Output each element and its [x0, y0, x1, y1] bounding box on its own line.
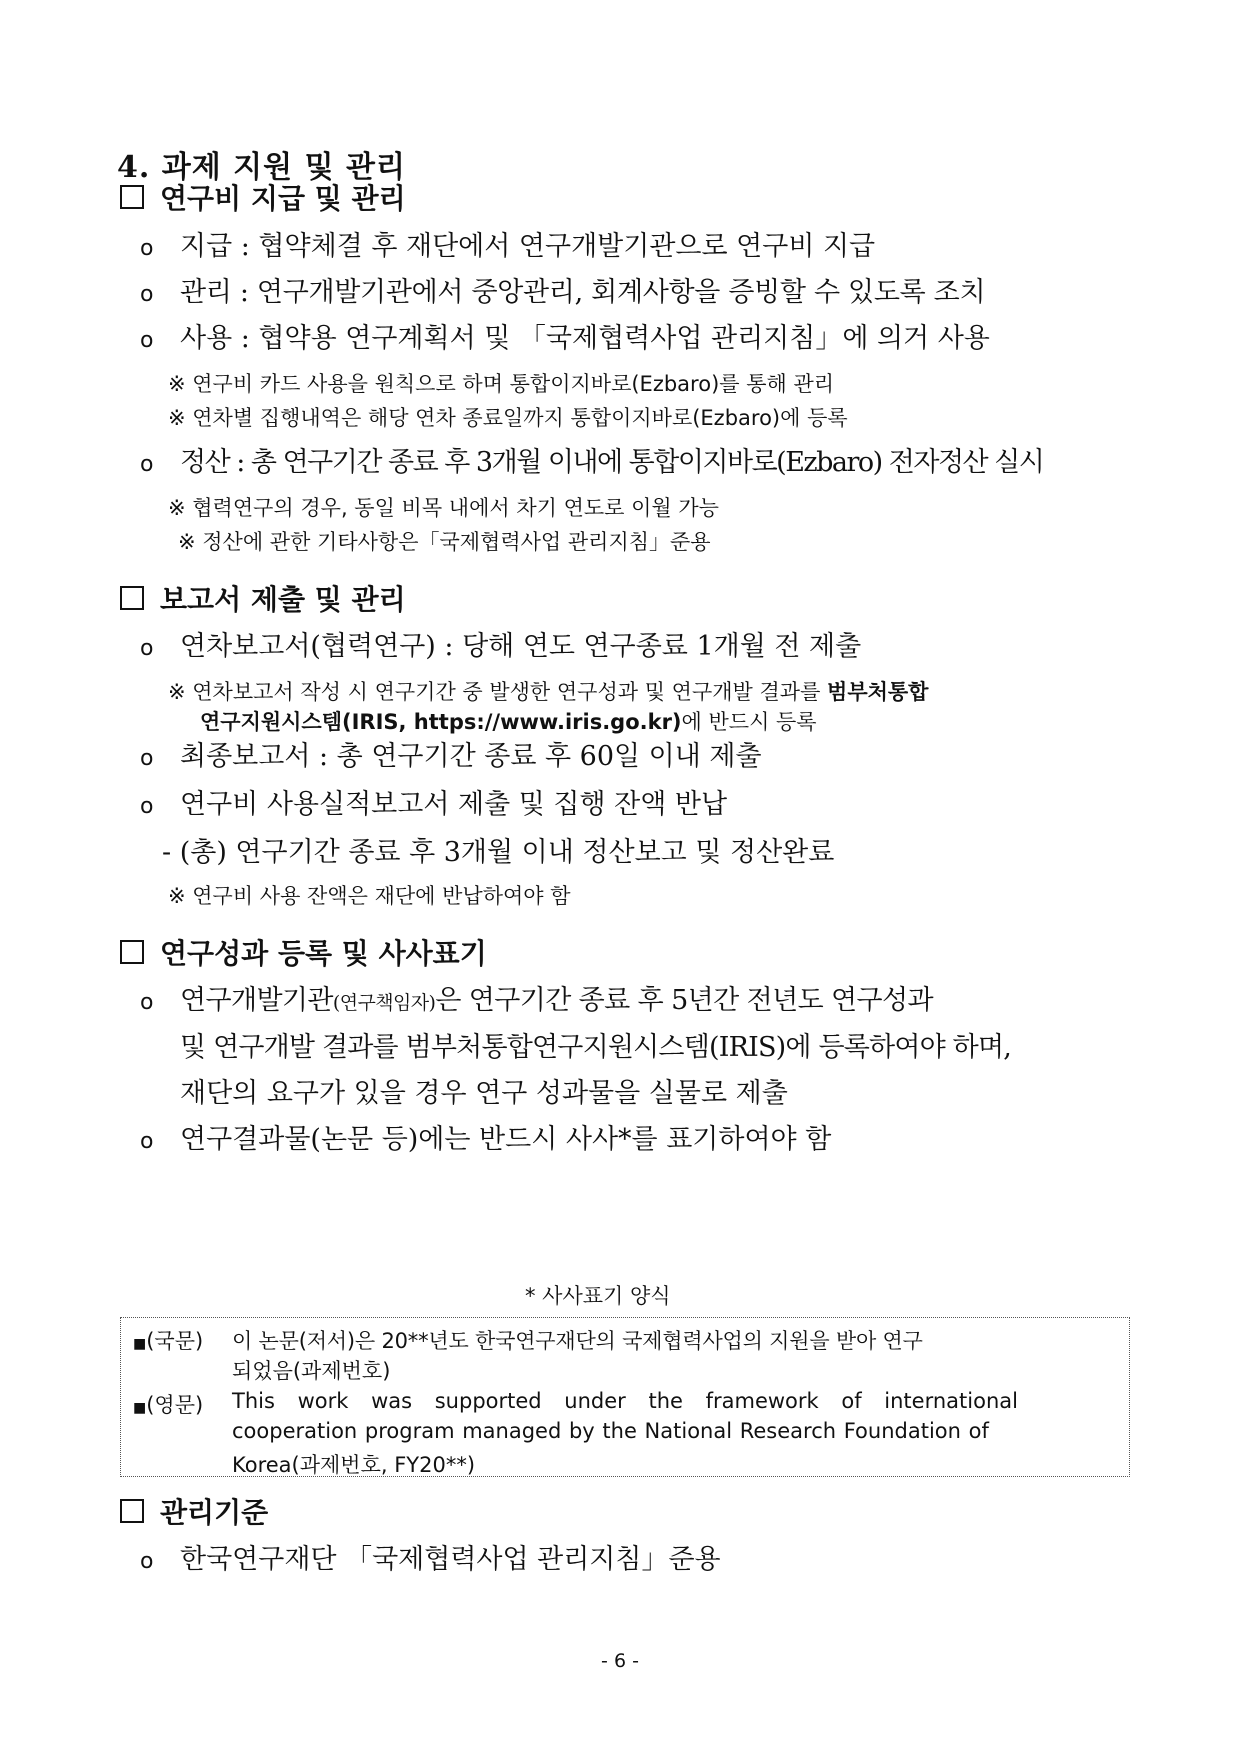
- note-carryover: ※ 협력연구의 경우, 동일 비목 내에서 차기 연도로 이월 가능: [168, 496, 719, 520]
- note-annual-report-line2: 연구지원시스템(IRIS, https://www.iris.go.kr)에 반드시 등록: [200, 710, 817, 734]
- english-acknowledgment: ■(영문): [133, 1393, 204, 1417]
- list-item-standards: o 한국연구재단 「국제협력사업 관리지침」준용: [140, 1544, 721, 1575]
- list-item-final-report: o 최종보고서 : 총 연구기간 종료 후 60일 이내 제출: [140, 741, 762, 772]
- checkbox-square-icon: [120, 185, 144, 209]
- note-annual-report-line1: ※ 연차보고서 작성 시 연구기간 중 발생한 연구성과 및 연구개발 결과를 범부처통합: [168, 680, 929, 704]
- square-bullet-icon: ■: [133, 1336, 147, 1352]
- circle-bullet-icon: o: [140, 1549, 154, 1574]
- circle-bullet-icon: o: [140, 282, 154, 307]
- list-item-expense-report: o 연구비 사용실적보고서 제출 및 집행 잔액 반납: [140, 789, 728, 820]
- checkbox-square-icon: [120, 586, 144, 610]
- circle-bullet-icon: o: [140, 1129, 154, 1154]
- english-acknowledgment-line3: Korea(과제번호, FY20**): [232, 1453, 476, 1477]
- note-yearly-registration: ※ 연차별 집행내역은 해당 연차 종료일까지 통합이지바로(Ezbaro)에 등록: [168, 406, 848, 430]
- dash-item-settlement: - (총) 연구기간 종료 후 3개월 이내 정산보고 및 정산완료: [162, 837, 835, 868]
- korean-acknowledgment-line2: 되었음(과제번호): [232, 1359, 391, 1383]
- english-acknowledgment-line1: This work was supported under the framework of international: [232, 1389, 1018, 1413]
- english-acknowledgment-line2: cooperation program managed by the National Research Foundation of: [232, 1419, 989, 1443]
- list-item-usage: o 사용 : 협약용 연구계획서 및 「국제협력사업 관리지침」에 의거 사용: [140, 323, 990, 354]
- outcome-registration-line2: 및 연구개발 결과를 범부처통합연구지원시스템(IRIS)에 등록하여야 하며,: [180, 1032, 1012, 1063]
- section-heading-standards: [120, 1491, 268, 1531]
- section-title: 연구비 지급 및 관리: [160, 182, 406, 215]
- list-item-outcome-registration: o 연구개발기관 (연구책임자) 은 연구기간 종료 후 5년간 전년도 연구성과: [140, 985, 933, 1016]
- acknowledgment-form-title: * 사사표기 양식: [525, 1284, 671, 1308]
- section-heading-reports: [120, 578, 406, 618]
- list-item-settlement: o 정산 : 총 연구기간 종료 후 3개월 이내에 통합이지바로(Ezbaro) 전자정산 실시: [140, 447, 1044, 478]
- circle-bullet-icon: o: [140, 746, 154, 771]
- circle-bullet-icon: o: [140, 328, 154, 353]
- section-title: 관리기준: [160, 1496, 269, 1529]
- square-bullet-icon: ■: [133, 1400, 147, 1416]
- list-item-payment: o 지급 : 협약체결 후 재단에서 연구개발기관으로 연구비 지급: [140, 231, 876, 262]
- circle-bullet-icon: o: [140, 636, 154, 661]
- section-heading-outcomes: [120, 932, 487, 972]
- checkbox-square-icon: [120, 1499, 144, 1523]
- section-title: 연구성과 등록 및 사사표기: [160, 937, 487, 970]
- korean-acknowledgment: ■(국문): [133, 1329, 204, 1353]
- note-card-usage: ※ 연구비 카드 사용을 원칙으로 하며 통합이지바로(Ezbaro)를 통해 관리: [168, 372, 835, 396]
- page-number: - 6 -: [601, 1650, 639, 1672]
- circle-bullet-icon: o: [140, 452, 154, 477]
- note-balance-return: ※ 연구비 사용 잔액은 재단에 반납하여야 함: [168, 884, 571, 908]
- section-heading-funding: [120, 177, 406, 217]
- circle-bullet-icon: o: [140, 990, 154, 1015]
- outcome-registration-line3: 재단의 요구가 있을 경우 연구 성과물을 실물로 제출: [180, 1078, 788, 1109]
- list-item-annual-report: o 연차보고서(협력연구) : 당해 연도 연구종료 1개월 전 제출: [140, 631, 862, 662]
- korean-acknowledgment-line1: 이 논문(저서)은 20**년도 한국연구재단의 국제협력사업의 지원을 받아 연구: [232, 1329, 923, 1353]
- chapter-heading: 4. 과제 지원 및 관리: [117, 150, 406, 185]
- section-title: 보고서 제출 및 관리: [160, 583, 406, 616]
- circle-bullet-icon: o: [140, 236, 154, 261]
- note-settlement-guideline: ※ 정산에 관한 기타사항은「국제협력사업 관리지침」준용: [178, 530, 711, 554]
- checkbox-square-icon: [120, 940, 144, 964]
- list-item-management: o 관리 : 연구개발기관에서 중앙관리, 회계사항을 증빙할 수 있도록 조치: [140, 277, 986, 308]
- circle-bullet-icon: o: [140, 794, 154, 819]
- list-item-acknowledgment: o 연구결과물(논문 등)에는 반드시 사사*를 표기하여야 함: [140, 1124, 832, 1155]
